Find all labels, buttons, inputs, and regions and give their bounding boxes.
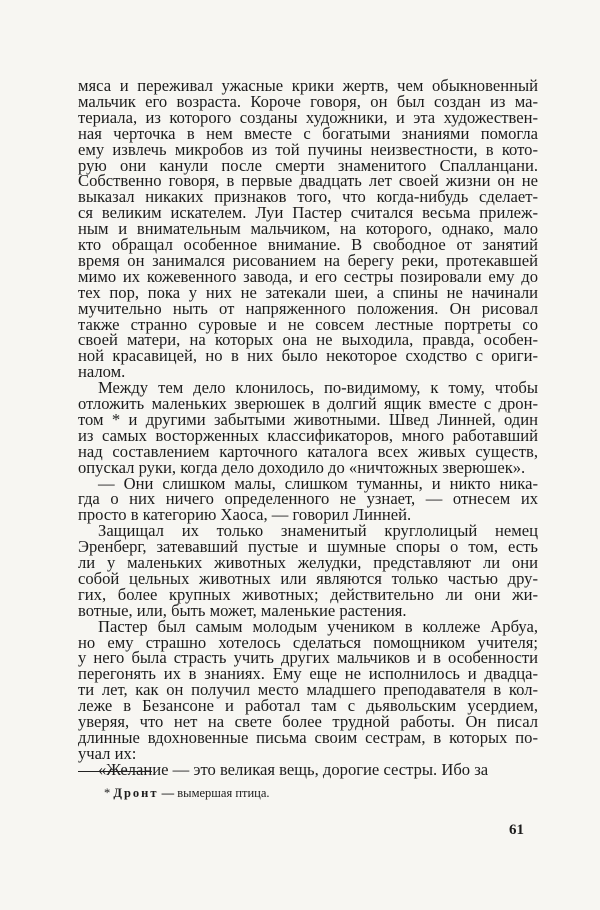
text-line: леже в Безансоне и работал там с дьявольским усердием, (78, 696, 538, 716)
text-line: ему извлечь микробов из той пучины неизвестности, в кото- (78, 139, 538, 159)
text-line: ной красавицей, но в них было некоторое сходство с ориги- (78, 346, 538, 366)
text-line: тех пор, пока у них не затекали шеи, а спины не начинали (78, 282, 538, 302)
footnote-text: вымершая птица. (177, 786, 270, 800)
text-line: Защищал их только знаменитый круглолицый немец (98, 521, 538, 541)
text-line: териала, из которого созданы художники, и эта художествен- (78, 107, 538, 127)
footnote-term: Дронт (113, 786, 159, 800)
text-line: Между тем дело клонилось, по-видимому, к тому, чтобы (98, 378, 538, 398)
footnote (104, 785, 270, 801)
text-line: ся великим искателем. Луи Пастер считался весьма прилеж- (78, 203, 538, 223)
text-line: налом. (78, 362, 126, 382)
text-line: просто в категорию Хаоса, — говорил Линней. (78, 505, 412, 525)
text-line: кто обращал особенное внимание. В свободное от занятий (78, 235, 538, 254)
text-line: мимо их кожевенного завода, и его сестры позировали ему до (78, 266, 538, 286)
text-line: перегонять их в знаниях. Ему еще не исполнилось и двадца- (78, 664, 538, 684)
text-line: мальчик его возраста. Короче говоря, он был создан из ма- (78, 91, 538, 111)
text-line: — Они слишком малы, слишком туманны, и никто ника- (98, 473, 538, 493)
text-line: но ему страшно хотелось сделаться помощником учителя; (78, 632, 538, 652)
text-line: рую они канули после смерти знаменитого Спалланцани. (78, 155, 538, 175)
text-line: вотные, или, быть может, маленькие растения. (78, 600, 407, 620)
text-line: том * и другими забытыми животными. Швед Линней, один (78, 409, 538, 429)
text-line: время он занимался рисованием на берегу реки, протекавшей (78, 250, 538, 270)
text-line: своей матери, на которых она не выходила, правда, особен- (78, 330, 538, 350)
text-line: опускал руки, когда дело доходило до «ничтожных зверюшек». (78, 457, 526, 477)
text-line: мучительно ныть от напряженного положения. Он рисовал (78, 298, 538, 318)
footnote-marker: * (104, 786, 111, 800)
text-line: также странно суровые и не совсем лестные портреты со (78, 314, 538, 334)
text-line: собой цельных животных или являются только частью дру- (78, 568, 538, 588)
text-line: Собственно говоря, в первые двадцать лет своей жизни он не (78, 171, 538, 191)
text-line: мяса и переживал ужасные крики жертв, чем обыкновенный (78, 76, 538, 95)
text-line: отложить маленьких зверюшек в долгий ящик вместе с дрон- (78, 394, 538, 413)
text-line: ли у маленьких животных желудки, представляют ли они (78, 553, 538, 572)
page-number: 61 (509, 822, 524, 838)
text-line: из самых восторженных классификаторов, много работавший (78, 425, 538, 445)
text-line: над составлением карточного каталога всех живых существ, (78, 441, 538, 461)
text-line: учал их: (78, 743, 137, 763)
footnote-dash: — (161, 786, 175, 800)
text-line: длинные вдохновенные письма своим сестрам, в которых по- (78, 727, 538, 747)
text-line: уверяя, что нет на свете более трудной работы. Он писал (78, 712, 538, 731)
text-line: Эренберг, затевавший пустые и шумные споры о том, есть (78, 537, 538, 557)
text-line: гих, более крупных животных; действительно ли они жи- (78, 584, 538, 604)
text-line: «Желание — это великая вещь, дорогие сестры. Ибо за (98, 759, 489, 779)
text-line: ти лет, как он получил место младшего преподавателя в кол- (78, 680, 538, 700)
footnote-divider (78, 771, 152, 772)
text-line: гда о них ничего определенного не узнает, — отнесем их (78, 489, 538, 509)
text-line: ным и внимательным мальчиком, на которого, однако, мало (78, 219, 538, 239)
text-line: ная черточка в нем вместе с богатыми знаниями помогла (78, 123, 538, 143)
text-line: у него была страсть учить других мальчиков и в особенности (78, 648, 538, 668)
text-line: выказал никаких признаков того, что когда-нибудь сделает- (78, 187, 538, 207)
text-line: Пастер был самым молодым учеником в коллеже Арбуа, (98, 616, 538, 636)
